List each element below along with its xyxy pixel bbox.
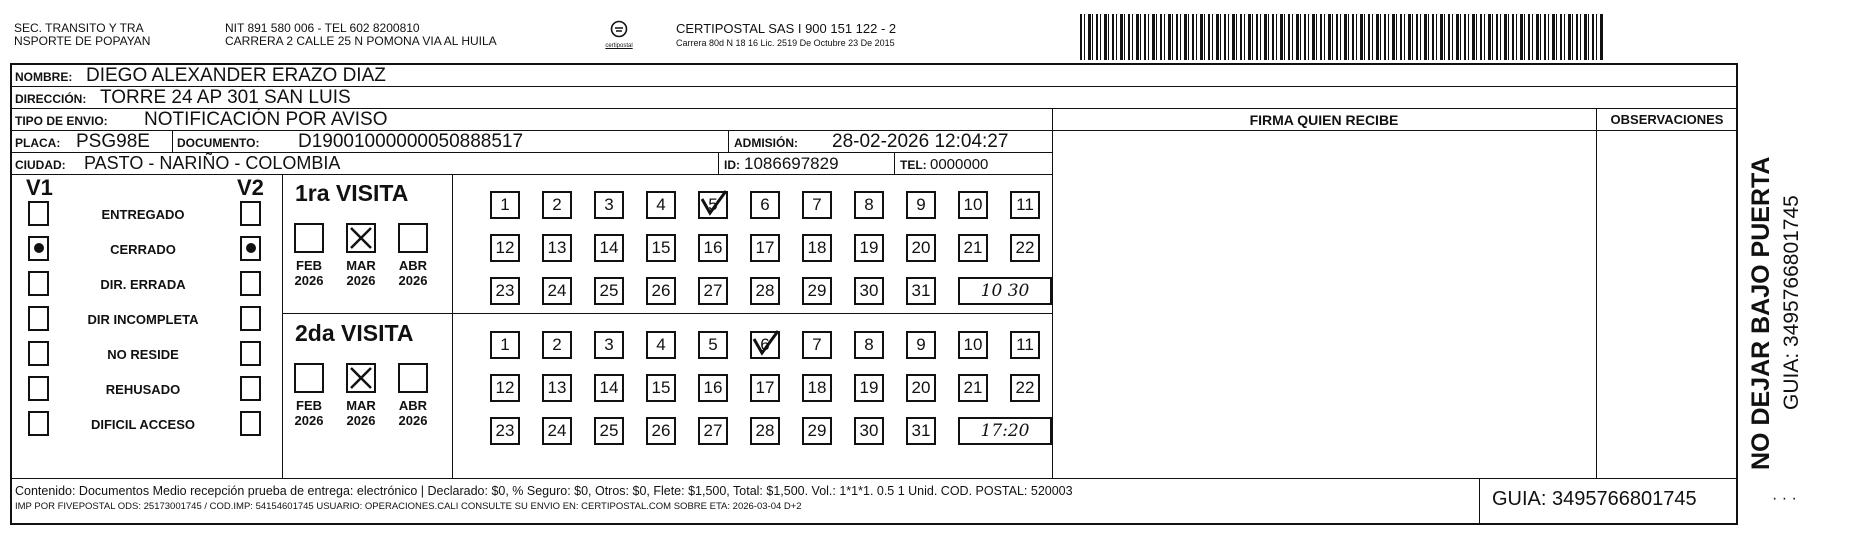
- day-box[interactable]: 12: [490, 234, 520, 262]
- month-divider: [452, 175, 453, 478]
- day-box[interactable]: 20: [906, 234, 936, 262]
- tel-value: 0000000: [930, 156, 989, 173]
- address-line: CARRERA 2 CALLE 25 N POMONA VIA AL HUILA: [225, 34, 497, 48]
- day-box[interactable]: 21: [958, 234, 988, 262]
- v2-checkbox[interactable]: [240, 376, 261, 401]
- status-area: [12, 175, 1052, 478]
- status-label: DIR INCOMPLETA: [87, 312, 199, 327]
- sender-name: [14, 22, 150, 48]
- day-box[interactable]: 22: [1010, 374, 1040, 402]
- id-label: ID:: [724, 158, 740, 172]
- day-box[interactable]: 12: [490, 374, 520, 402]
- v2-checkbox[interactable]: [240, 341, 261, 366]
- day-box[interactable]: 13: [542, 374, 572, 402]
- day-box[interactable]: 27: [698, 417, 728, 445]
- day-box[interactable]: 19: [854, 374, 884, 402]
- day-box[interactable]: 11: [1010, 191, 1040, 219]
- day-box[interactable]: 14: [594, 234, 624, 262]
- day-box[interactable]: 9: [906, 191, 936, 219]
- day-box[interactable]: 5: [698, 191, 728, 219]
- placa-label: PLACA:: [15, 136, 61, 150]
- imp-text: IMP POR FIVEPOSTAL ODS: 25173001745 / COD.IMP: 54154601745 USUARIO: OPERACIONES.CALI CONSULTE SU ENVIO EN: CERTIPOSTAL.COM SOBRE ETA: 2026-03-04 D+2: [15, 501, 802, 512]
- admision-label: ADMISIÓN:: [734, 136, 798, 150]
- day-box[interactable]: 20: [906, 374, 936, 402]
- certipostal-logo: [604, 20, 634, 49]
- month-checkbox-abr[interactable]: [398, 363, 428, 393]
- ciudad-value: PASTO - NARIÑO - COLOMBIA: [84, 153, 341, 173]
- time-box[interactable]: 10 30: [958, 277, 1052, 305]
- status-label: REHUSADO: [105, 382, 181, 397]
- row-tipo: [12, 109, 1052, 131]
- month-checkbox-feb[interactable]: [294, 363, 324, 393]
- day-box[interactable]: 15: [646, 234, 676, 262]
- logo-icon: [610, 20, 628, 38]
- day-box[interactable]: 29: [802, 417, 832, 445]
- month-label: MAR 2026: [346, 258, 376, 288]
- direccion-value: TORRE 24 AP 301 SAN LUIS: [100, 87, 351, 108]
- day-box[interactable]: 3: [594, 331, 624, 359]
- day-box[interactable]: 7: [802, 191, 832, 219]
- day-box[interactable]: 21: [958, 374, 988, 402]
- divider: [718, 153, 719, 175]
- nombre-label: NOMBRE:: [15, 70, 73, 84]
- observations-area[interactable]: [1597, 131, 1738, 478]
- day-box[interactable]: 27: [698, 277, 728, 305]
- day-box[interactable]: 25: [594, 277, 624, 305]
- day-box[interactable]: 23: [490, 417, 520, 445]
- day-box[interactable]: 26: [646, 417, 676, 445]
- day-box[interactable]: 11: [1010, 331, 1040, 359]
- row-nombre: [12, 65, 1052, 87]
- v2-header: V2: [237, 175, 264, 200]
- v2-checkbox[interactable]: [240, 411, 261, 436]
- company-sub: Carrera 80d N 18 16 Lic. 2519 De Octubre 23 De 2015: [676, 38, 895, 48]
- obs-header: [1596, 109, 1738, 131]
- month-label: ABR 2026: [398, 258, 428, 288]
- day-box[interactable]: 28: [750, 277, 780, 305]
- v1-checkbox[interactable]: [28, 201, 49, 226]
- admision-value: 28-02-2026 12:04:27: [832, 131, 1009, 152]
- day-box[interactable]: 9: [906, 331, 936, 359]
- row-ciudad: [12, 153, 1052, 175]
- day-box[interactable]: 1: [490, 331, 520, 359]
- time-box[interactable]: 17:20: [958, 417, 1052, 445]
- no-dejar-bajo-puerta: NO DEJAR BAJO PUERTA: [1747, 156, 1775, 470]
- month-label: FEB 2026: [294, 398, 324, 428]
- status-divider: [282, 175, 283, 478]
- month-checkbox-mar[interactable]: [346, 363, 376, 393]
- visit-divider: [282, 313, 1052, 314]
- month-checkbox-feb[interactable]: [294, 223, 324, 253]
- side-dots: · · ·: [1772, 490, 1797, 507]
- day-box[interactable]: 30: [854, 277, 884, 305]
- day-box[interactable]: 28: [750, 417, 780, 445]
- day-box[interactable]: 6: [750, 191, 780, 219]
- day-box[interactable]: 22: [1010, 234, 1040, 262]
- id-value: 1086697829: [744, 154, 839, 173]
- status-label: ENTREGADO: [101, 207, 185, 222]
- v1-header: V1: [26, 175, 53, 200]
- v1-checkbox[interactable]: [28, 271, 49, 296]
- visit-title: 2da VISITA: [295, 320, 414, 346]
- row-direccion: [12, 87, 1738, 109]
- day-box[interactable]: 8: [854, 331, 884, 359]
- direccion-label: DIRECCIÓN:: [15, 92, 87, 106]
- row-placa: [12, 131, 1052, 153]
- observaciones-label: OBSERVACIONES: [1610, 112, 1724, 127]
- day-box[interactable]: 31: [906, 417, 936, 445]
- day-box[interactable]: 16: [698, 374, 728, 402]
- day-box[interactable]: 26: [646, 277, 676, 305]
- status-label: DIFICIL ACCESO: [90, 417, 195, 432]
- v1-checkbox[interactable]: [28, 411, 49, 436]
- tel-label: TEL:: [900, 158, 927, 172]
- day-box[interactable]: 8: [854, 191, 884, 219]
- day-box[interactable]: 29: [802, 277, 832, 305]
- month-checkbox-abr[interactable]: [398, 223, 428, 253]
- documento-value: D19001000000050888517: [298, 131, 524, 152]
- v2-checkbox[interactable]: [240, 201, 261, 226]
- guia-vertical: GUIA: 3495766801745: [1780, 195, 1803, 410]
- day-box[interactable]: 10: [958, 331, 988, 359]
- day-box[interactable]: 10: [958, 191, 988, 219]
- day-box[interactable]: 2: [542, 331, 572, 359]
- month-label: MAR 2026: [346, 398, 376, 428]
- day-box[interactable]: 17: [750, 374, 780, 402]
- day-box[interactable]: 19: [854, 234, 884, 262]
- month-checkbox-mar[interactable]: [346, 223, 376, 253]
- row-nombre-right: [1052, 65, 1738, 87]
- day-box[interactable]: 4: [646, 191, 676, 219]
- nit-line: NIT 891 580 006 - TEL 602 8200810: [225, 21, 420, 35]
- contenido-text: Contenido: Documentos Medio recepción prueba de entrega: electrónico | Declarado: $0, % Seguro: $0, Otros: $0, Flete: $1,500, Total: $1,500. Vol.: 1*1*1. 0.5 1 Unid. COD. POSTAL: 520003: [15, 484, 1073, 498]
- ciudad-label: CIUDAD:: [15, 158, 66, 172]
- v2-checkbox[interactable]: [240, 271, 261, 296]
- status-label: DIR. ERRADA: [100, 277, 186, 292]
- month-label: FEB 2026: [294, 258, 324, 288]
- day-box[interactable]: 15: [646, 374, 676, 402]
- company-block: [676, 21, 896, 48]
- day-box[interactable]: 7: [802, 331, 832, 359]
- barcode: [1080, 14, 1604, 60]
- guia-divider: [1479, 478, 1480, 525]
- divider: [728, 131, 729, 153]
- day-box[interactable]: 13: [542, 234, 572, 262]
- month-label: ABR 2026: [398, 398, 428, 428]
- visit-title: 1ra VISITA: [295, 180, 409, 206]
- day-box[interactable]: 16: [698, 234, 728, 262]
- v1-checkbox[interactable]: [28, 376, 49, 401]
- signature-area[interactable]: [1053, 131, 1596, 478]
- sender-line-1: SEC. TRANSITO Y TRA: [14, 21, 144, 35]
- delivery-card: [10, 63, 1738, 525]
- day-box[interactable]: 24: [542, 417, 572, 445]
- divider: [172, 131, 173, 153]
- v2-checkbox[interactable]: [240, 236, 261, 261]
- status-label: CERRADO: [110, 242, 176, 257]
- day-box[interactable]: 23: [490, 277, 520, 305]
- company-line: CERTIPOSTAL SAS I 900 151 122 - 2: [676, 21, 897, 36]
- day-box[interactable]: 3: [594, 191, 624, 219]
- status-label: NO RESIDE: [107, 347, 179, 362]
- documento-label: DOCUMENTO:: [177, 136, 260, 150]
- logo-caption: certipostal: [605, 43, 633, 49]
- day-box[interactable]: 30: [854, 417, 884, 445]
- day-box[interactable]: 4: [646, 331, 676, 359]
- sender-line-2: NSPORTE DE POPAYAN: [14, 34, 151, 48]
- day-box[interactable]: 1: [490, 191, 520, 219]
- day-box[interactable]: 18: [802, 234, 832, 262]
- firma-label: FIRMA QUIEN RECIBE: [1249, 112, 1399, 128]
- day-box[interactable]: 2: [542, 191, 572, 219]
- day-box[interactable]: 17: [750, 234, 780, 262]
- day-box[interactable]: 6: [750, 331, 780, 359]
- nombre-value: DIEGO ALEXANDER ERAZO DIAZ: [86, 65, 386, 86]
- v1-checkbox[interactable]: [28, 306, 49, 331]
- v1-checkbox[interactable]: [28, 341, 49, 366]
- day-box[interactable]: 5: [698, 331, 728, 359]
- tipo-label: TIPO DE ENVIO:: [15, 114, 108, 128]
- day-box[interactable]: 18: [802, 374, 832, 402]
- divider: [894, 153, 895, 175]
- day-box[interactable]: 31: [906, 277, 936, 305]
- day-box[interactable]: 24: [542, 277, 572, 305]
- sender-details: [225, 22, 497, 48]
- v1-checkbox[interactable]: [28, 236, 49, 261]
- firma-header: [1052, 109, 1596, 131]
- day-box[interactable]: 25: [594, 417, 624, 445]
- tipo-value: NOTIFICACIÓN POR AVISO: [144, 109, 388, 130]
- v2-checkbox[interactable]: [240, 306, 261, 331]
- placa-value: PSG98E: [76, 131, 150, 152]
- day-box[interactable]: 14: [594, 374, 624, 402]
- guia-footer: GUIA: 3495766801745: [1492, 488, 1697, 510]
